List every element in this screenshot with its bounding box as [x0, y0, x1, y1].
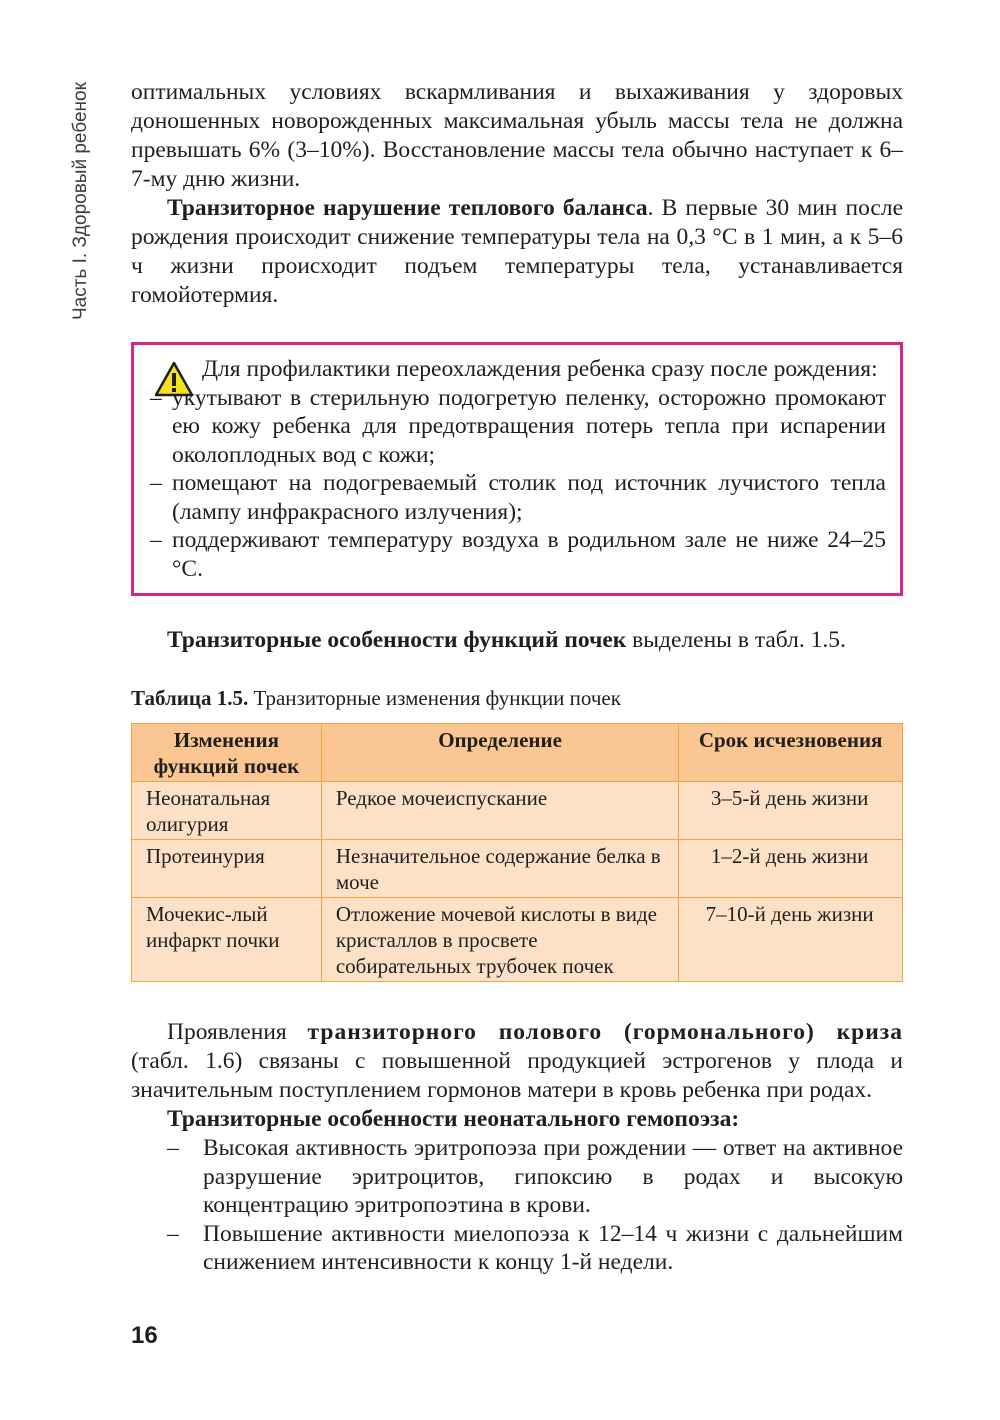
- running-header-part-title: Часть I. Здоровый ребенок: [70, 82, 91, 320]
- table-header-cell: Изменения функций почек: [132, 724, 322, 782]
- table-cell: Отложение мочевой кислоты в виде кристаллов в просвете собирательных трубочек почек: [321, 898, 678, 982]
- warning-list-item: [150, 526, 886, 583]
- table-caption-title: Транзиторные изменения функции почек: [248, 686, 621, 710]
- page-content: [131, 78, 903, 1277]
- term-kidney-functions: Транзиторные особенности функций почек: [167, 627, 627, 653]
- warning-item-text: укутывают в стерильную подогретую пеленку, осторожно промокают ею кожу ребенка для предотвращения потерь тепла при испарении околоплодных вод с кожи;: [172, 384, 886, 468]
- warning-box: [131, 342, 903, 596]
- term-hemopoiesis: Транзиторные особенности неонатального гемопоэза:: [167, 1106, 740, 1132]
- warning-intro-block: [150, 355, 886, 384]
- table-row: [132, 782, 903, 840]
- list-dash: –: [167, 1220, 179, 1247]
- table-header-cell: Срок исчезновения: [679, 724, 903, 782]
- hormonal-crisis-text: (табл. 1.6) связаны с повышенной продукцией эстрогенов у плода и значительным поступлением гормонов матери в кровь ребенка при родах.: [131, 1048, 903, 1103]
- table-caption-number: Таблица 1.5.: [131, 686, 249, 710]
- list-item-text: Повышение активности миелопоэза к 12–14 ч жизни с дальнейшим снижением интенсивности к концу 1-й недели.: [203, 1220, 903, 1275]
- table-cell: Редкое мочеиспускание: [321, 782, 678, 840]
- kidney-functions-text: выделены в табл. 1.5.: [626, 627, 846, 653]
- list-dash: –: [150, 527, 162, 553]
- thermal-balance-text: . В первые 30 мин после рождения происходит снижение температуры тела на 0,3 °С в 1 мин, а к 5–6 ч жизни происходит подъем температуры тела, устанавливается гомойотермия.: [131, 195, 903, 308]
- paragraph-hormonal-crisis: [131, 1018, 903, 1105]
- warning-intro: Для профилактики переохлаждения ребенка сразу после рождения:: [202, 356, 878, 382]
- term-thermal-balance: Транзиторное нарушение теплового баланса: [167, 195, 648, 221]
- paragraph-weight-loss: оптимальных условиях вскармливания и выхаживания у здоровых доношенных новорожденных максимальная убыль массы тела не должна превышать 6% (3–10%). Восстановление массы тела обычно наступает к 6–7-му дню жизни.: [131, 79, 903, 192]
- table-header-row: [132, 724, 903, 782]
- list-item: [167, 1134, 903, 1220]
- table-cell: Протеинурия: [132, 840, 322, 898]
- list-item-text: Высокая активность эритропоэза при рождении — ответ на активное разрушение эритроцитов, гипоксию в родах и высокую концентрацию эритропоэтина в крови.: [203, 1135, 903, 1218]
- paragraph-thermal-balance: [131, 194, 903, 310]
- table-cell: 3–5-й день жизни: [679, 782, 903, 840]
- list-dash: –: [167, 1135, 179, 1161]
- table-row: [132, 898, 903, 982]
- hemopoiesis-list: [167, 1134, 903, 1277]
- warning-item-text: помещают на подогреваемый столик под источник лучистого тепла (лампу инфракрасного излучения);: [172, 470, 886, 525]
- warning-item-text: поддерживают температуру воздуха в родильном зале не ниже 24–25 °С.: [172, 527, 886, 582]
- hormonal-crisis-lead: Проявления: [167, 1019, 308, 1045]
- list-item: [167, 1220, 903, 1277]
- table-cell: 7–10-й день жизни: [679, 898, 903, 982]
- table-cell: Мочекис-лый инфаркт почки: [132, 898, 322, 982]
- warning-list-item: [150, 469, 886, 526]
- table-cell: Незначительное содержание белка в моче: [321, 840, 678, 898]
- term-hormonal-crisis: транзиторного полового (гормонального) криза: [307, 1019, 903, 1045]
- table-header-cell: Определение: [321, 724, 678, 782]
- table-row: [132, 840, 903, 898]
- table-caption: [131, 685, 903, 711]
- list-dash: –: [150, 384, 162, 411]
- heading-hemopoiesis: [131, 1105, 903, 1134]
- list-dash: –: [150, 470, 162, 496]
- kidney-function-table: [131, 723, 903, 982]
- table-cell: Неонатальная олигурия: [132, 782, 322, 840]
- table-cell: 1–2-й день жизни: [679, 840, 903, 898]
- warning-list-item: [150, 384, 886, 470]
- page-number: 16: [131, 1322, 158, 1349]
- paragraph-kidney-functions: [131, 626, 903, 655]
